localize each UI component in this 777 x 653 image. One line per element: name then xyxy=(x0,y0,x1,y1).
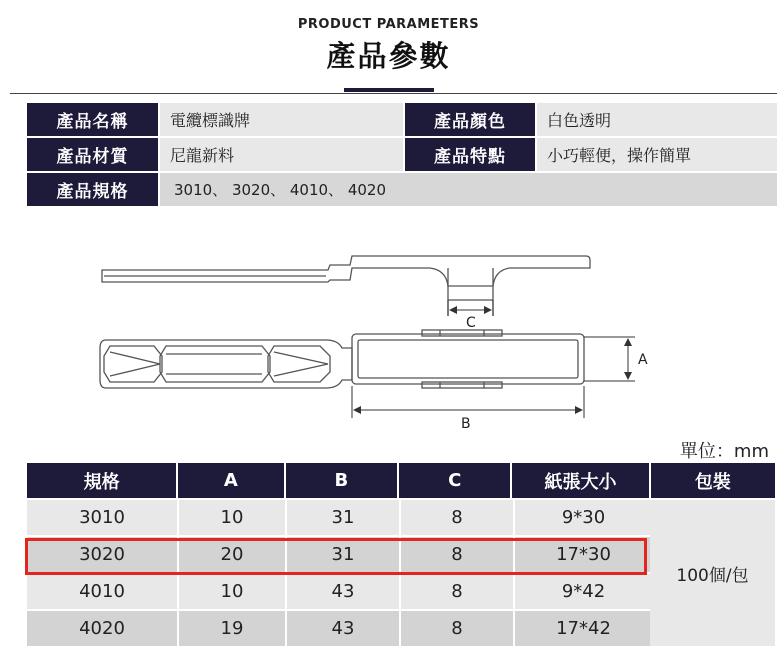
cell-c: 8 xyxy=(401,611,513,646)
header-package: 包裝 xyxy=(651,463,775,498)
cell-package: 100個/包 xyxy=(650,500,775,646)
param-label-name: 產品名稱 xyxy=(27,103,158,136)
header-paper-size: 紙張大小 xyxy=(512,463,648,498)
param-value-spec: 3010、 3020、 4010、 4020 xyxy=(160,173,777,206)
param-row-spec xyxy=(27,173,777,206)
dimension-c-label: C xyxy=(466,315,476,331)
page-subtitle: PRODUCT PARAMETERS xyxy=(297,17,480,32)
cell-a: 10 xyxy=(179,574,285,609)
cell-spec: 3010 xyxy=(27,500,177,535)
header-c: C xyxy=(399,463,510,498)
param-value-color: 白色透明 xyxy=(537,103,777,136)
cell-a: 10 xyxy=(179,500,285,535)
table-header-row xyxy=(27,463,775,498)
page-title: 產品參數 xyxy=(326,39,451,73)
header-divider xyxy=(10,93,777,94)
param-value-name: 電纜標識牌 xyxy=(160,103,403,136)
param-label-material: 產品材質 xyxy=(27,138,158,171)
cell-a: 19 xyxy=(179,611,285,646)
dimension-a-label: A xyxy=(638,352,648,368)
cell-c: 8 xyxy=(401,500,513,535)
product-diagram xyxy=(90,240,670,440)
param-value-material: 尼龍新料 xyxy=(160,138,403,171)
unit-label: 單位：mm xyxy=(679,441,769,462)
cell-paper-size: 17*30 xyxy=(515,537,652,572)
cell-spec: 4010 xyxy=(27,574,177,609)
header-b: B xyxy=(286,463,397,498)
header-a: A xyxy=(178,463,283,498)
header xyxy=(0,0,777,95)
cell-spec: 4020 xyxy=(27,611,177,646)
title-underline xyxy=(344,88,434,92)
side-view xyxy=(102,256,590,316)
cell-b: 31 xyxy=(287,500,399,535)
param-row-name xyxy=(27,103,777,136)
param-row-material xyxy=(27,138,777,171)
param-value-feature: 小巧輕便，操作簡單 xyxy=(537,138,777,171)
cell-b: 43 xyxy=(287,574,399,609)
param-label-feature: 產品特點 xyxy=(405,138,535,171)
cell-paper-size: 9*30 xyxy=(515,500,652,535)
header-spec: 規格 xyxy=(27,463,176,498)
cell-c: 8 xyxy=(401,537,513,572)
param-label-spec: 產品規格 xyxy=(27,173,158,206)
cell-paper-size: 17*42 xyxy=(515,611,652,646)
spec-table xyxy=(27,463,775,648)
product-parameters xyxy=(27,103,777,208)
param-label-color: 產品顏色 xyxy=(405,103,535,136)
cell-paper-size: 9*42 xyxy=(515,574,652,609)
cell-spec: 3020 xyxy=(27,537,177,572)
cell-b: 31 xyxy=(287,537,399,572)
cell-a: 20 xyxy=(179,537,285,572)
dimension-b-label: B xyxy=(461,416,471,432)
cell-c: 8 xyxy=(401,574,513,609)
cell-b: 43 xyxy=(287,611,399,646)
top-view xyxy=(100,330,635,418)
